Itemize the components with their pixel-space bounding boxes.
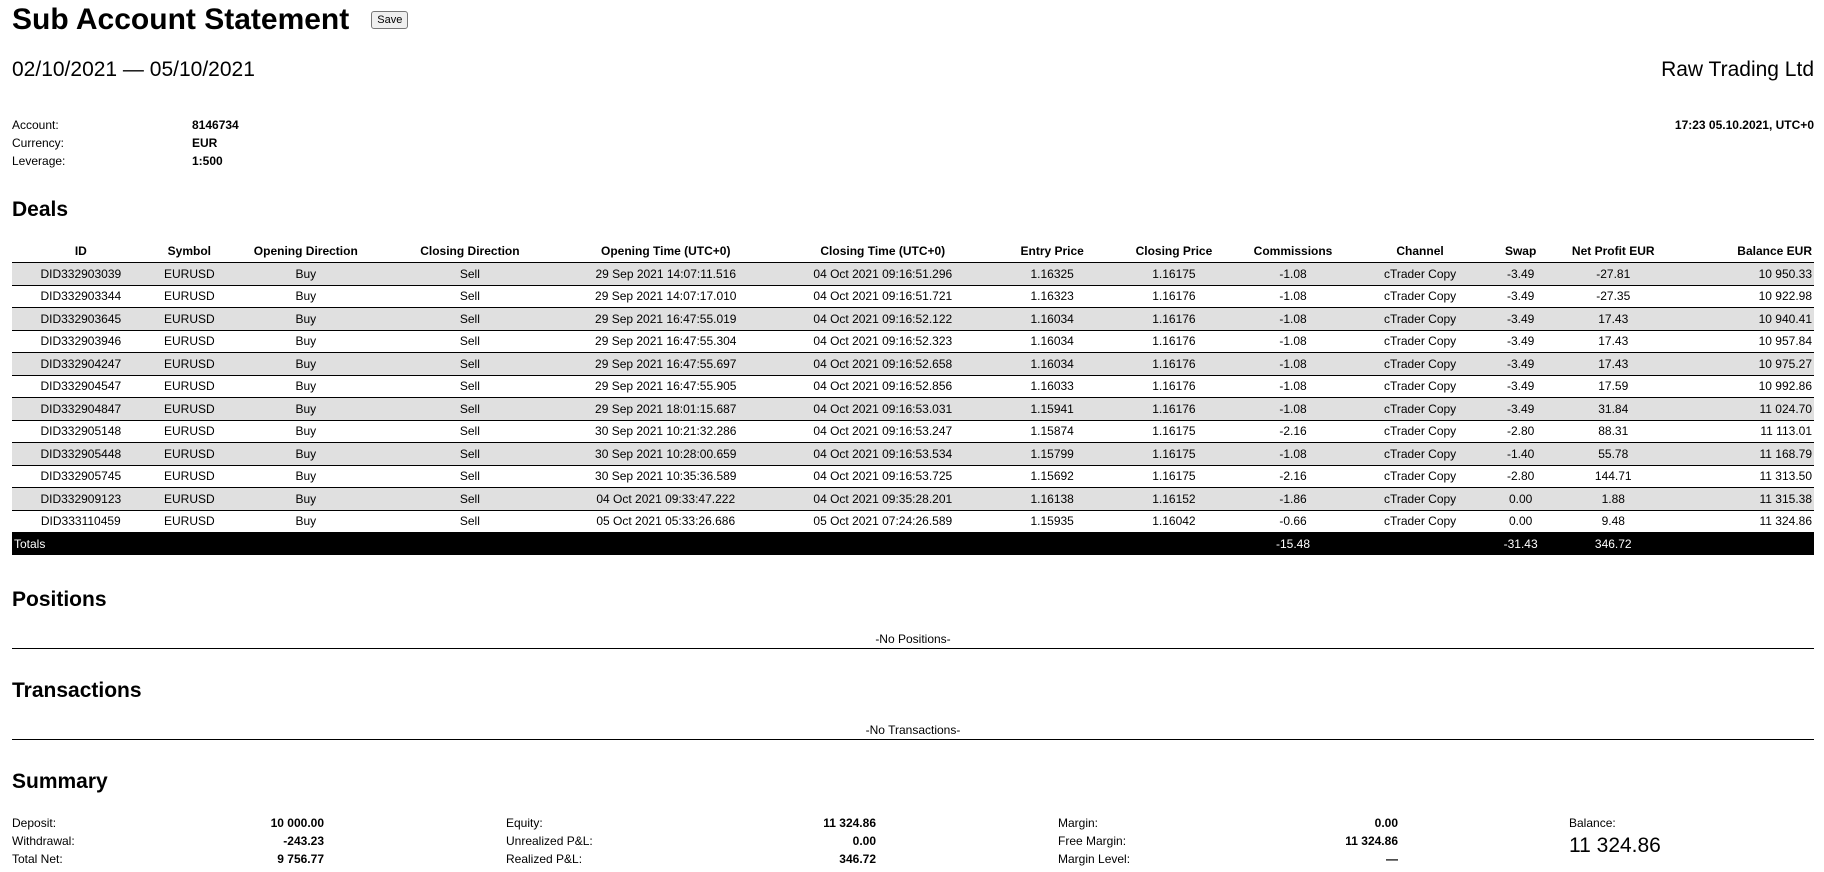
table-cell: -1.08 — [1235, 443, 1351, 466]
table-row — [12, 443, 1814, 466]
deposit-value: 10 000.00 — [270, 816, 324, 830]
table-row — [12, 488, 1814, 511]
table-cell: -1.08 — [1235, 263, 1351, 286]
table-cell: -3.49 — [1489, 353, 1553, 376]
column-header: Channel — [1351, 240, 1489, 263]
table-cell: DID333110459 — [12, 510, 150, 533]
table-cell: 29 Sep 2021 16:47:55.304 — [557, 330, 774, 353]
margin-label: Margin: — [1058, 816, 1099, 830]
table-cell: Sell — [383, 330, 558, 353]
page-title: Sub Account Statement — [12, 3, 350, 36]
table-cell: cTrader Copy — [1351, 443, 1489, 466]
table-cell: 1.16033 — [991, 375, 1113, 398]
margin-level-value: — — [1386, 852, 1398, 866]
table-row — [12, 398, 1814, 421]
totals-swap: -31.43 — [1489, 533, 1553, 555]
margin-level-label: Margin Level: — [1058, 852, 1131, 866]
table-cell: 11 113.01 — [1674, 420, 1814, 443]
table-cell: 31.84 — [1552, 398, 1674, 421]
table-row — [12, 375, 1814, 398]
table-row — [12, 510, 1814, 533]
table-cell: Buy — [229, 263, 383, 286]
table-cell: Buy — [229, 443, 383, 466]
table-cell: -1.08 — [1235, 398, 1351, 421]
transactions-empty: -No Transactions- — [12, 723, 1814, 740]
table-cell: 29 Sep 2021 16:47:55.697 — [557, 353, 774, 376]
currency-value: EUR — [192, 136, 218, 150]
table-cell: 1.16176 — [1113, 330, 1235, 353]
table-cell: cTrader Copy — [1351, 353, 1489, 376]
table-cell: 1.16175 — [1113, 443, 1235, 466]
table-cell: cTrader Copy — [1351, 263, 1489, 286]
table-cell: 05 Oct 2021 05:33:26.686 — [557, 510, 774, 533]
table-cell: EURUSD — [150, 510, 229, 533]
table-cell: 88.31 — [1552, 420, 1674, 443]
table-cell: Sell — [383, 443, 558, 466]
table-cell: 30 Sep 2021 10:28:00.659 — [557, 443, 774, 466]
table-cell: DID332904847 — [12, 398, 150, 421]
table-row — [12, 353, 1814, 376]
summary-heading: Summary — [12, 770, 108, 793]
broker-name: Raw Trading Ltd — [1661, 58, 1814, 81]
column-header: Symbol — [150, 240, 229, 263]
table-cell: EURUSD — [150, 465, 229, 488]
table-cell: DID332904547 — [12, 375, 150, 398]
table-cell: -3.49 — [1489, 398, 1553, 421]
table-cell: Sell — [383, 398, 558, 421]
table-cell: Sell — [383, 308, 558, 331]
table-cell: 04 Oct 2021 09:16:52.856 — [774, 375, 991, 398]
unrealized-label: Unrealized P&L: — [506, 834, 593, 848]
deals-body — [12, 263, 1814, 533]
realized-value: 346.72 — [839, 852, 876, 866]
table-row — [12, 420, 1814, 443]
table-cell: 04 Oct 2021 09:16:52.122 — [774, 308, 991, 331]
table-cell: 29 Sep 2021 14:07:11.516 — [557, 263, 774, 286]
table-cell: Sell — [383, 465, 558, 488]
table-cell: 1.16176 — [1113, 375, 1235, 398]
title-row — [12, 0, 408, 40]
table-cell: 1.15941 — [991, 398, 1113, 421]
table-cell: EURUSD — [150, 353, 229, 376]
table-cell: -1.08 — [1235, 285, 1351, 308]
table-cell: 10 940.41 — [1674, 308, 1814, 331]
table-cell: 1.16042 — [1113, 510, 1235, 533]
table-cell: 1.15874 — [991, 420, 1113, 443]
table-cell: -3.49 — [1489, 308, 1553, 331]
account-label: Account: — [12, 118, 59, 132]
table-cell: 04 Oct 2021 09:16:53.534 — [774, 443, 991, 466]
table-cell: 04 Oct 2021 09:16:51.721 — [774, 285, 991, 308]
realized-label: Realized P&L: — [506, 852, 583, 866]
table-cell: DID332903946 — [12, 330, 150, 353]
table-cell: EURUSD — [150, 308, 229, 331]
table-cell: -0.66 — [1235, 510, 1351, 533]
leverage-label: Leverage: — [12, 154, 66, 168]
table-cell: 0.00 — [1489, 510, 1553, 533]
table-cell: Buy — [229, 488, 383, 511]
table-cell: Sell — [383, 510, 558, 533]
save-button[interactable]: Save — [371, 11, 408, 29]
table-cell: cTrader Copy — [1351, 398, 1489, 421]
table-cell: 17.43 — [1552, 308, 1674, 331]
table-cell: 1.15692 — [991, 465, 1113, 488]
table-cell: Sell — [383, 285, 558, 308]
table-cell: -3.49 — [1489, 330, 1553, 353]
table-cell: DID332905745 — [12, 465, 150, 488]
table-cell: cTrader Copy — [1351, 465, 1489, 488]
table-cell: 04 Oct 2021 09:35:28.201 — [774, 488, 991, 511]
table-cell: 1.16176 — [1113, 398, 1235, 421]
table-cell: 17.43 — [1552, 353, 1674, 376]
table-cell: cTrader Copy — [1351, 488, 1489, 511]
table-cell: 9.48 — [1552, 510, 1674, 533]
table-cell: 04 Oct 2021 09:33:47.222 — [557, 488, 774, 511]
table-cell: -3.49 — [1489, 375, 1553, 398]
table-cell: -2.16 — [1235, 465, 1351, 488]
table-cell: DID332904247 — [12, 353, 150, 376]
table-cell: -1.86 — [1235, 488, 1351, 511]
table-cell: -1.08 — [1235, 375, 1351, 398]
table-cell: EURUSD — [150, 285, 229, 308]
table-cell: 29 Sep 2021 16:47:55.905 — [557, 375, 774, 398]
withdrawal-value: -243.23 — [283, 834, 324, 848]
column-header: Entry Price — [991, 240, 1113, 263]
column-header: ID — [12, 240, 150, 263]
table-cell: DID332903645 — [12, 308, 150, 331]
summary-col-2 — [506, 814, 876, 868]
equity-value: 11 324.86 — [823, 816, 876, 830]
leverage-value: 1:500 — [192, 154, 223, 168]
column-header: Opening Time (UTC+0) — [557, 240, 774, 263]
totals-label: Totals — [12, 533, 1235, 555]
table-cell: EURUSD — [150, 330, 229, 353]
table-cell: DID332903039 — [12, 263, 150, 286]
table-cell: DID332903344 — [12, 285, 150, 308]
table-cell: -1.08 — [1235, 353, 1351, 376]
table-cell: 1.16175 — [1113, 465, 1235, 488]
table-cell: Buy — [229, 398, 383, 421]
free-margin-value: 11 324.86 — [1345, 834, 1398, 848]
table-cell: Sell — [383, 488, 558, 511]
table-cell: 1.16175 — [1113, 263, 1235, 286]
table-cell: 05 Oct 2021 07:24:26.589 — [774, 510, 991, 533]
table-cell: Buy — [229, 510, 383, 533]
equity-label: Equity: — [506, 816, 543, 830]
table-cell: 1.16034 — [991, 353, 1113, 376]
table-cell: -2.80 — [1489, 420, 1553, 443]
table-cell: Buy — [229, 308, 383, 331]
deals-table — [12, 240, 1814, 555]
table-cell: DID332905148 — [12, 420, 150, 443]
table-cell: Buy — [229, 285, 383, 308]
table-cell: -1.40 — [1489, 443, 1553, 466]
column-header: Closing Direction — [383, 240, 558, 263]
table-cell: 1.88 — [1552, 488, 1674, 511]
table-cell: Sell — [383, 263, 558, 286]
table-cell: cTrader Copy — [1351, 308, 1489, 331]
table-cell: EURUSD — [150, 398, 229, 421]
table-cell: -3.49 — [1489, 263, 1553, 286]
table-cell: Sell — [383, 375, 558, 398]
table-cell: Sell — [383, 420, 558, 443]
table-cell: 10 975.27 — [1674, 353, 1814, 376]
table-cell: 11 024.70 — [1674, 398, 1814, 421]
table-cell: 29 Sep 2021 14:07:17.010 — [557, 285, 774, 308]
table-cell: EURUSD — [150, 375, 229, 398]
column-header: Balance EUR — [1674, 240, 1814, 263]
column-header: Opening Direction — [229, 240, 383, 263]
table-cell: 29 Sep 2021 18:01:15.687 — [557, 398, 774, 421]
table-cell: cTrader Copy — [1351, 420, 1489, 443]
table-cell: cTrader Copy — [1351, 375, 1489, 398]
totals-net-profit: 346.72 — [1552, 533, 1674, 555]
transactions-heading: Transactions — [12, 679, 142, 702]
positions-heading: Positions — [12, 588, 107, 611]
margin-value: 0.00 — [1374, 816, 1398, 830]
table-cell: 1.16176 — [1113, 353, 1235, 376]
table-cell: -1.08 — [1235, 308, 1351, 331]
table-cell: Buy — [229, 420, 383, 443]
deals-heading: Deals — [12, 198, 69, 221]
table-cell: EURUSD — [150, 420, 229, 443]
table-cell: Buy — [229, 465, 383, 488]
table-cell: EURUSD — [150, 443, 229, 466]
leverage-row — [12, 152, 239, 170]
table-cell: DID332909123 — [12, 488, 150, 511]
table-cell: cTrader Copy — [1351, 285, 1489, 308]
table-cell: 1.16325 — [991, 263, 1113, 286]
table-cell: -27.81 — [1552, 263, 1674, 286]
table-cell: 55.78 — [1552, 443, 1674, 466]
table-cell: 11 168.79 — [1674, 443, 1814, 466]
table-cell: 11 313.50 — [1674, 465, 1814, 488]
table-cell: 10 950.33 — [1674, 263, 1814, 286]
table-cell: -2.16 — [1235, 420, 1351, 443]
table-cell: Buy — [229, 330, 383, 353]
table-cell: 1.16323 — [991, 285, 1113, 308]
table-cell: 17.59 — [1552, 375, 1674, 398]
table-cell: 10 957.84 — [1674, 330, 1814, 353]
total-net-label: Total Net: — [12, 852, 63, 866]
table-cell: 10 992.86 — [1674, 375, 1814, 398]
totals-commissions: -15.48 — [1235, 533, 1351, 555]
table-cell: Buy — [229, 375, 383, 398]
table-cell: 04 Oct 2021 09:16:53.247 — [774, 420, 991, 443]
account-row — [12, 116, 239, 134]
currency-row — [12, 134, 239, 152]
account-info — [12, 116, 239, 170]
table-cell: 04 Oct 2021 09:16:52.323 — [774, 330, 991, 353]
table-cell: 1.16034 — [991, 330, 1113, 353]
table-cell: Buy — [229, 353, 383, 376]
balance-label: Balance: — [1569, 816, 1616, 830]
table-cell: 1.16138 — [991, 488, 1113, 511]
currency-label: Currency: — [12, 136, 65, 150]
table-cell: 1.16175 — [1113, 420, 1235, 443]
summary-col-1 — [12, 814, 324, 868]
table-cell: 04 Oct 2021 09:16:52.658 — [774, 353, 991, 376]
table-cell: 10 922.98 — [1674, 285, 1814, 308]
totals-row — [12, 533, 1814, 555]
account-value: 8146734 — [192, 118, 239, 132]
column-header: Swap — [1489, 240, 1553, 263]
table-row — [12, 285, 1814, 308]
table-cell: 1.16176 — [1113, 308, 1235, 331]
table-cell: 04 Oct 2021 09:16:51.296 — [774, 263, 991, 286]
totals-channel — [1351, 533, 1489, 555]
column-header: Closing Time (UTC+0) — [774, 240, 991, 263]
column-header: Net Profit EUR — [1552, 240, 1674, 263]
table-cell: 0.00 — [1489, 488, 1553, 511]
table-cell: 11 315.38 — [1674, 488, 1814, 511]
table-cell: -1.08 — [1235, 330, 1351, 353]
table-cell: 04 Oct 2021 09:16:53.725 — [774, 465, 991, 488]
column-header: Commissions — [1235, 240, 1351, 263]
table-cell: EURUSD — [150, 488, 229, 511]
table-cell: cTrader Copy — [1351, 330, 1489, 353]
positions-empty: -No Positions- — [12, 632, 1814, 649]
deposit-label: Deposit: — [12, 816, 57, 830]
table-cell: 1.15935 — [991, 510, 1113, 533]
summary-col-3 — [1058, 814, 1398, 868]
table-cell: 29 Sep 2021 16:47:55.019 — [557, 308, 774, 331]
balance-value: 11 324.86 — [1569, 834, 1661, 857]
table-cell: cTrader Copy — [1351, 510, 1489, 533]
table-cell: 30 Sep 2021 10:35:36.589 — [557, 465, 774, 488]
totals-balance — [1674, 533, 1814, 555]
table-cell: 17.43 — [1552, 330, 1674, 353]
table-row — [12, 465, 1814, 488]
table-cell: EURUSD — [150, 263, 229, 286]
total-net-value: 9 756.77 — [277, 852, 324, 866]
free-margin-label: Free Margin: — [1058, 834, 1127, 848]
table-cell: 1.15799 — [991, 443, 1113, 466]
unrealized-value: 0.00 — [852, 834, 876, 848]
table-cell: 1.16176 — [1113, 285, 1235, 308]
table-cell: 11 324.86 — [1674, 510, 1814, 533]
table-cell: 1.16034 — [991, 308, 1113, 331]
table-row — [12, 263, 1814, 286]
table-cell: 30 Sep 2021 10:21:32.286 — [557, 420, 774, 443]
table-cell: 1.16152 — [1113, 488, 1235, 511]
table-cell: 144.71 — [1552, 465, 1674, 488]
column-header: Closing Price — [1113, 240, 1235, 263]
table-cell: -27.35 — [1552, 285, 1674, 308]
table-cell: -2.80 — [1489, 465, 1553, 488]
table-cell: DID332905448 — [12, 443, 150, 466]
table-cell: -3.49 — [1489, 285, 1553, 308]
table-row — [12, 308, 1814, 331]
deals-header-row — [12, 240, 1814, 263]
table-row — [12, 330, 1814, 353]
withdrawal-label: Withdrawal: — [12, 834, 75, 848]
statement-period: 02/10/2021 — 05/10/2021 — [12, 58, 255, 81]
table-cell: Sell — [383, 353, 558, 376]
generated-timestamp: 17:23 05.10.2021, UTC+0 — [1674, 118, 1814, 132]
table-cell: 04 Oct 2021 09:16:53.031 — [774, 398, 991, 421]
